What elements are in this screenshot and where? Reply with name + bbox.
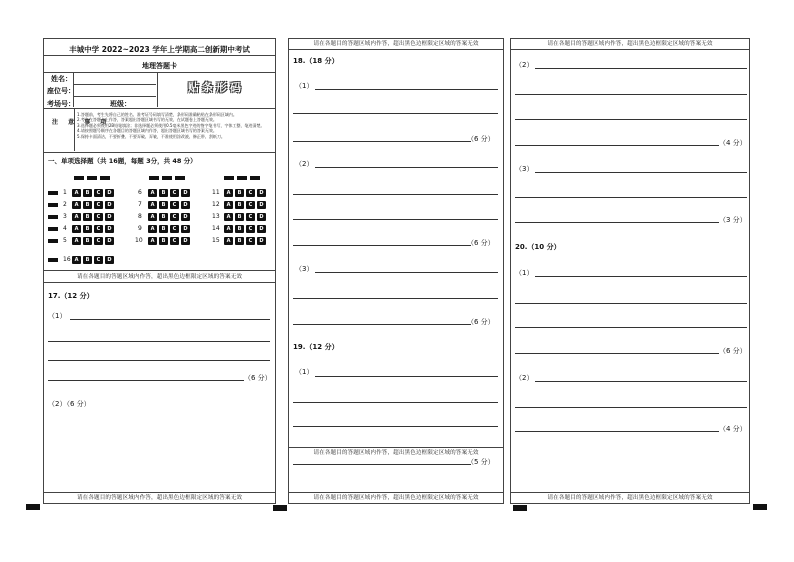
divider (44, 108, 275, 109)
timing-mark (100, 176, 110, 180)
answer-column-3 (510, 38, 750, 504)
option-b[interactable]: B (159, 201, 168, 209)
option-a[interactable]: A (224, 189, 233, 197)
timing-mark (237, 176, 247, 180)
points-label: （4 分） (719, 139, 747, 147)
points-label: （6 分） (467, 318, 495, 326)
option-d[interactable]: D (257, 225, 266, 233)
option-b[interactable]: B (159, 237, 168, 245)
points-label: （6 分） (244, 374, 272, 382)
question-number: 3 (63, 213, 67, 220)
answer-column-2 (288, 38, 504, 504)
choice-row[interactable] (72, 237, 114, 245)
registration-mark (26, 504, 40, 510)
question-number: 10 (135, 237, 143, 244)
option-a[interactable]: A (148, 189, 157, 197)
option-c[interactable]: C (94, 189, 103, 197)
option-c[interactable]: C (170, 189, 179, 197)
exam-room-label: 考场号： (47, 100, 75, 108)
question-number: 2 (63, 201, 67, 208)
points-label: （6 分） (719, 347, 747, 355)
option-c[interactable]: C (170, 237, 179, 245)
option-c[interactable]: C (246, 189, 255, 197)
answer-line[interactable] (315, 272, 498, 273)
answer-line[interactable] (515, 197, 747, 198)
option-a[interactable]: A (224, 225, 233, 233)
option-a[interactable]: A (72, 237, 81, 245)
answer-line[interactable] (293, 113, 498, 114)
boundary-notice: 请在各题目的答题区域内作答，超出黑色边框限定区域的答案无效 (289, 40, 503, 50)
answer-line[interactable] (315, 376, 498, 377)
option-d[interactable]: D (257, 201, 266, 209)
choice-row[interactable] (224, 237, 266, 245)
option-a[interactable]: A (72, 225, 81, 233)
divider (289, 447, 503, 448)
timing-mark (48, 258, 58, 262)
answer-line[interactable] (293, 402, 498, 403)
option-c[interactable]: C (170, 225, 179, 233)
boundary-notice: 请在各题目的答题区域内作答，超出黑色边框限定区域的答案无效 (44, 492, 275, 503)
question-19-title: 19.（12 分） (293, 343, 339, 351)
question-19-part-1: （1） (295, 368, 314, 376)
option-c[interactable]: C (94, 225, 103, 233)
question-number: 9 (138, 225, 142, 232)
answer-line[interactable] (293, 298, 498, 299)
choice-row[interactable] (72, 256, 114, 264)
option-b[interactable]: B (83, 189, 92, 197)
exam-title: 丰城中学 2022~2023 学年上学期高二创新期中考试 (69, 45, 250, 54)
answer-line[interactable] (293, 324, 471, 325)
question-17-title: 17.（12 分） (48, 292, 94, 300)
option-d[interactable]: D (105, 256, 114, 264)
answer-line[interactable] (515, 222, 719, 223)
question-number: 8 (138, 213, 142, 220)
option-a[interactable]: A (224, 237, 233, 245)
boundary-notice: 请在各题目的答题区域内作答，超出黑色边框限定区域的答案无效 (289, 492, 503, 503)
answer-line[interactable] (293, 219, 498, 220)
timing-mark (48, 227, 58, 231)
choice-row[interactable] (72, 225, 114, 233)
timing-mark (48, 215, 58, 219)
option-d[interactable]: D (105, 201, 114, 209)
name-field[interactable] (74, 84, 156, 85)
timing-mark (48, 191, 58, 195)
answer-line[interactable] (515, 94, 747, 95)
choice-row[interactable] (148, 213, 190, 221)
option-b[interactable]: B (83, 213, 92, 221)
option-a[interactable]: A (224, 213, 233, 221)
answer-line[interactable] (293, 245, 471, 246)
question-number: 14 (212, 225, 220, 232)
note-item: 2.考生在答题卡上作答，答案超出答题区域书写的无效，在试题卷上答题无效。 (77, 117, 217, 123)
option-c[interactable]: C (170, 213, 179, 221)
answer-line[interactable] (515, 407, 747, 408)
option-d[interactable]: D (181, 189, 190, 197)
answer-line[interactable] (315, 167, 498, 168)
timing-mark (224, 176, 234, 180)
timing-mark (162, 176, 172, 180)
question-19-part-3: （3） (515, 165, 534, 173)
boundary-notice: 请在各题目的答题区域内作答，超出黑色边框限定区域的答案无效 (511, 40, 749, 50)
option-b[interactable]: B (83, 256, 92, 264)
answer-line[interactable] (515, 119, 747, 120)
question-number: 16 (63, 256, 71, 263)
answer-line[interactable] (535, 276, 747, 277)
choice-row[interactable] (148, 189, 190, 197)
question-number: 7 (138, 201, 142, 208)
option-c[interactable]: C (246, 213, 255, 221)
boundary-notice: 请在各题目的答题区域内作答，超出黑色边框限定区域的答案无效 (313, 450, 479, 456)
option-d[interactable]: D (257, 189, 266, 197)
option-d[interactable]: D (181, 237, 190, 245)
choice-row[interactable] (148, 225, 190, 233)
answer-line[interactable] (293, 464, 471, 465)
option-c[interactable]: C (246, 225, 255, 233)
answer-line[interactable] (48, 341, 270, 342)
boundary-notice: 请在各题目的答题区域内作答，超出黑色边框限定区域的答案无效 (44, 273, 275, 283)
note-item: 1.答题前，考生先将自己的姓名、准考证号码填写清楚，条形码准确粘贴在条形码区域内。 (77, 112, 237, 117)
option-b[interactable]: B (83, 237, 92, 245)
timing-mark (48, 203, 58, 207)
option-b[interactable]: B (83, 225, 92, 233)
option-c[interactable]: C (246, 201, 255, 209)
answer-column-1 (43, 38, 276, 504)
question-17-part-1: （1） (48, 312, 67, 320)
points-label: （3 分） (719, 216, 747, 224)
question-19-part-2: （2） (515, 61, 534, 69)
option-b[interactable]: B (235, 213, 244, 221)
divider (44, 270, 275, 271)
timing-mark (87, 176, 97, 180)
class-label: 班级： (110, 100, 131, 108)
divider (157, 72, 158, 107)
option-c[interactable]: C (94, 213, 103, 221)
option-a[interactable]: A (148, 213, 157, 221)
answer-line[interactable] (515, 353, 719, 354)
option-b[interactable]: B (83, 201, 92, 209)
option-a[interactable]: A (72, 189, 81, 197)
question-number: 6 (138, 189, 142, 196)
question-number: 15 (212, 237, 220, 244)
answer-line[interactable] (515, 431, 719, 432)
answer-line[interactable] (48, 360, 270, 361)
points-label: （6 分） (467, 239, 495, 247)
question-18-title: 18.（18 分） (293, 57, 339, 65)
answer-line[interactable] (535, 68, 747, 69)
barcode-area: 贴条形码 (188, 81, 244, 94)
option-a[interactable]: A (72, 213, 81, 221)
answer-line[interactable] (70, 319, 270, 320)
question-20-part-1: （1） (515, 269, 534, 277)
option-d[interactable]: D (105, 225, 114, 233)
note-item: 4.请按照题号顺序在各题目的答题区域内作答，超出答题区域书写的答案无效。 (77, 128, 217, 134)
option-c[interactable]: C (94, 237, 103, 245)
option-b[interactable]: B (235, 225, 244, 233)
points-label: （4 分） (719, 425, 747, 433)
divider (74, 108, 75, 151)
points-label: （5 分） (467, 458, 495, 466)
question-17-part-2: （2）（6 分） (48, 400, 91, 408)
option-b[interactable]: B (159, 189, 168, 197)
answer-line[interactable] (535, 172, 747, 173)
option-d[interactable]: D (105, 237, 114, 245)
option-d[interactable]: D (105, 213, 114, 221)
choice-row[interactable] (72, 189, 114, 197)
divider (44, 55, 275, 56)
answer-line[interactable] (515, 303, 747, 304)
answer-line[interactable] (293, 194, 498, 195)
option-d[interactable]: D (181, 213, 190, 221)
option-d[interactable]: D (181, 225, 190, 233)
divider (44, 152, 275, 153)
option-c[interactable]: C (246, 237, 255, 245)
option-a[interactable]: A (72, 201, 81, 209)
question-18-part-1: （1） (295, 82, 314, 90)
choice-row[interactable] (224, 201, 266, 209)
question-18-part-3: （3） (295, 265, 314, 273)
choice-row[interactable] (72, 201, 114, 209)
divider (73, 72, 74, 107)
timing-mark (175, 176, 185, 180)
timing-mark (149, 176, 159, 180)
question-number: 13 (212, 213, 220, 220)
option-d[interactable]: D (257, 237, 266, 245)
question-20-title: 20.（10 分） (515, 243, 561, 251)
question-number: 5 (63, 237, 67, 244)
option-c[interactable]: C (170, 201, 179, 209)
name-label: 姓名： (51, 75, 72, 83)
option-a[interactable]: A (72, 256, 81, 264)
option-a[interactable]: A (148, 237, 157, 245)
option-b[interactable]: B (159, 213, 168, 221)
option-b[interactable]: B (235, 237, 244, 245)
boundary-notice: 请在各题目的答题区域内作答，超出黑色边框限定区域的答案无效 (511, 492, 749, 503)
seat-field[interactable] (74, 96, 156, 97)
option-b[interactable]: B (235, 189, 244, 197)
section-heading: 一、单项选择题（共 16题，每题 3分，共 48 分） (48, 157, 197, 165)
answer-line[interactable] (515, 327, 747, 328)
option-d[interactable]: D (105, 189, 114, 197)
option-d[interactable]: D (181, 201, 190, 209)
option-b[interactable]: B (235, 201, 244, 209)
question-18-part-2: （2） (295, 160, 314, 168)
timing-mark (250, 176, 260, 180)
choice-row[interactable] (72, 213, 114, 221)
choice-row[interactable] (148, 201, 190, 209)
choice-row[interactable] (224, 189, 266, 197)
note-item: 5.保持卡面清洁，不要折叠、不要弄破、弄皱，不准使用涂改液、修正带、刮纸刀。 (77, 133, 225, 139)
option-c[interactable]: C (94, 201, 103, 209)
timing-mark (48, 239, 58, 243)
option-a[interactable]: A (224, 201, 233, 209)
question-20-part-2: （2） (515, 374, 534, 382)
choice-row[interactable] (224, 213, 266, 221)
choice-row[interactable] (224, 225, 266, 233)
divider (44, 72, 275, 73)
option-d[interactable]: D (257, 213, 266, 221)
answer-line[interactable] (48, 380, 244, 381)
registration-mark (273, 505, 287, 511)
question-number: 11 (212, 189, 220, 196)
answer-line[interactable] (293, 426, 498, 427)
notes-label: 注 意 事 项 (52, 119, 111, 126)
registration-mark (513, 505, 527, 511)
question-number: 1 (63, 189, 67, 196)
notes-list (77, 112, 273, 139)
option-c[interactable]: C (94, 256, 103, 264)
card-subtitle: 地理答题卡 (142, 62, 177, 70)
registration-mark (753, 504, 767, 510)
choice-row[interactable] (148, 237, 190, 245)
answer-line[interactable] (535, 381, 747, 382)
answer-line[interactable] (315, 89, 498, 90)
answer-line[interactable] (293, 141, 471, 142)
option-a[interactable]: A (148, 225, 157, 233)
note-item: 3.选择题必须使用2B铅笔填涂；非选择题必须使用0.5毫米黑色字迹的签字笔书写，字体工整、笔迹清楚。 (77, 122, 265, 128)
question-number: 12 (212, 201, 220, 208)
option-a[interactable]: A (148, 201, 157, 209)
timing-mark (74, 176, 84, 180)
points-label: （6 分） (467, 135, 495, 143)
option-b[interactable]: B (159, 225, 168, 233)
seat-label: 座位号： (47, 87, 75, 95)
question-number: 4 (63, 225, 67, 232)
answer-line[interactable] (515, 145, 719, 146)
